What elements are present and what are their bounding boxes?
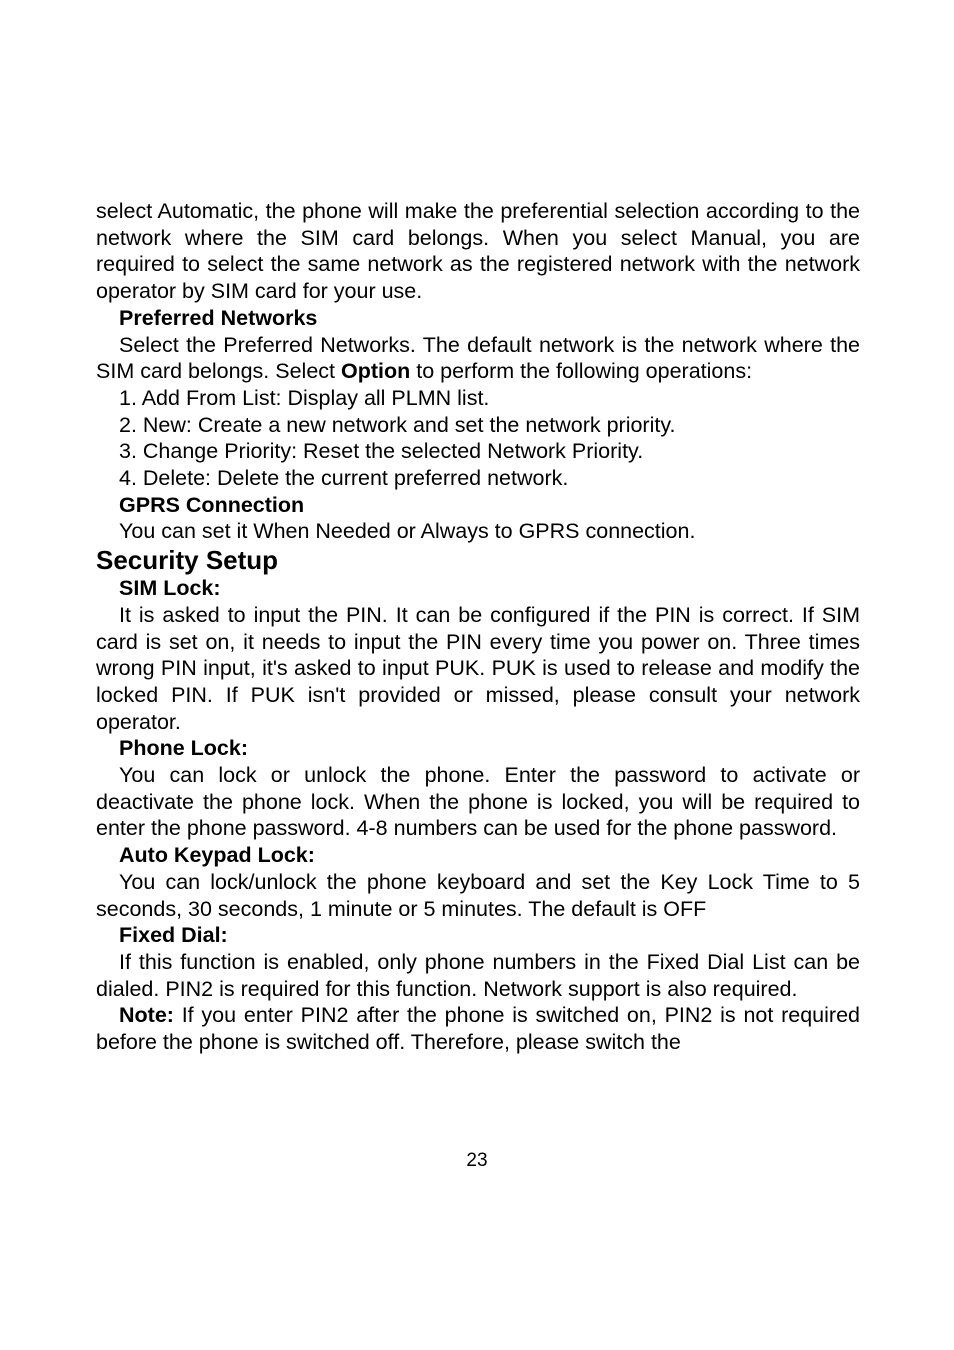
gprs-connection-paragraph: You can set it When Needed or Always to GPRS connection. xyxy=(119,519,696,544)
preferred-text-before: Select the Preferred Networks. The default network is the network where the SIM card belongs. Select xyxy=(96,332,860,384)
phone-lock-paragraph: You can lock or unlock the phone. Enter the password to activate or deactivate the phone lock. When the phone is locked, you will be required to enter the phone password. 4-8 numbers can be used for the phone password. xyxy=(96,763,860,841)
list-item: 1. Add From List: Display all PLMN list. xyxy=(119,385,490,410)
auto-keypad-lock-heading: Auto Keypad Lock: xyxy=(119,843,315,868)
note-text: If you enter PIN2 after the phone is switched on, PIN2 is not required before the phone is switched off. Therefore, please switch the xyxy=(96,1003,860,1055)
auto-keypad-lock-paragraph: You can lock/unlock the phone keyboard and set the Key Lock Time to 5 seconds, 30 seconds, 1 minute or 5 minutes. The default is OFF xyxy=(96,869,860,921)
sim-lock-heading: SIM Lock: xyxy=(119,576,221,601)
list-item: 2. New: Create a new network and set the network priority. xyxy=(119,412,676,437)
preferred-networks-heading: Preferred Networks xyxy=(119,305,318,330)
security-setup-heading: Security Setup xyxy=(96,545,279,576)
intro-paragraph: select Automatic, the phone will make the preferential selection according to the network where the SIM card belongs. When you select Manual, you are required to select the same network as the registered network with the network operator by SIM card for your use. xyxy=(96,199,860,304)
list-item: 3. Change Priority: Reset the selected Network Priority. xyxy=(119,439,644,464)
preferred-networks-paragraph xyxy=(96,332,860,385)
sim-lock-paragraph: It is asked to input the PIN. It can be configured if the PIN is correct. If SIM card is set on, it needs to input the PIN every time you power on. Three times wrong PIN input, it's asked to input PUK. PUK is used to release and modify the locked PIN. If PUK isn't provided or missed, please consult your network operator. xyxy=(96,602,860,734)
list-item: 4. Delete: Delete the current preferred network. xyxy=(119,466,569,491)
note-label: Note: xyxy=(119,1003,174,1028)
gprs-connection-heading: GPRS Connection xyxy=(119,492,305,517)
fixed-dial-paragraph: If this function is enabled, only phone numbers in the Fixed Dial List can be dialed. PIN2 is required for this function. Network support is also required. xyxy=(96,949,860,1001)
option-keyword: Option xyxy=(340,359,411,384)
fixed-dial-heading: Fixed Dial: xyxy=(119,923,228,948)
note-paragraph xyxy=(96,1002,860,1055)
document-page xyxy=(96,198,860,1056)
page-number: 23 xyxy=(466,1150,488,1171)
phone-lock-heading: Phone Lock: xyxy=(119,736,249,761)
preferred-text-after: to perform the following operations: xyxy=(410,359,753,384)
